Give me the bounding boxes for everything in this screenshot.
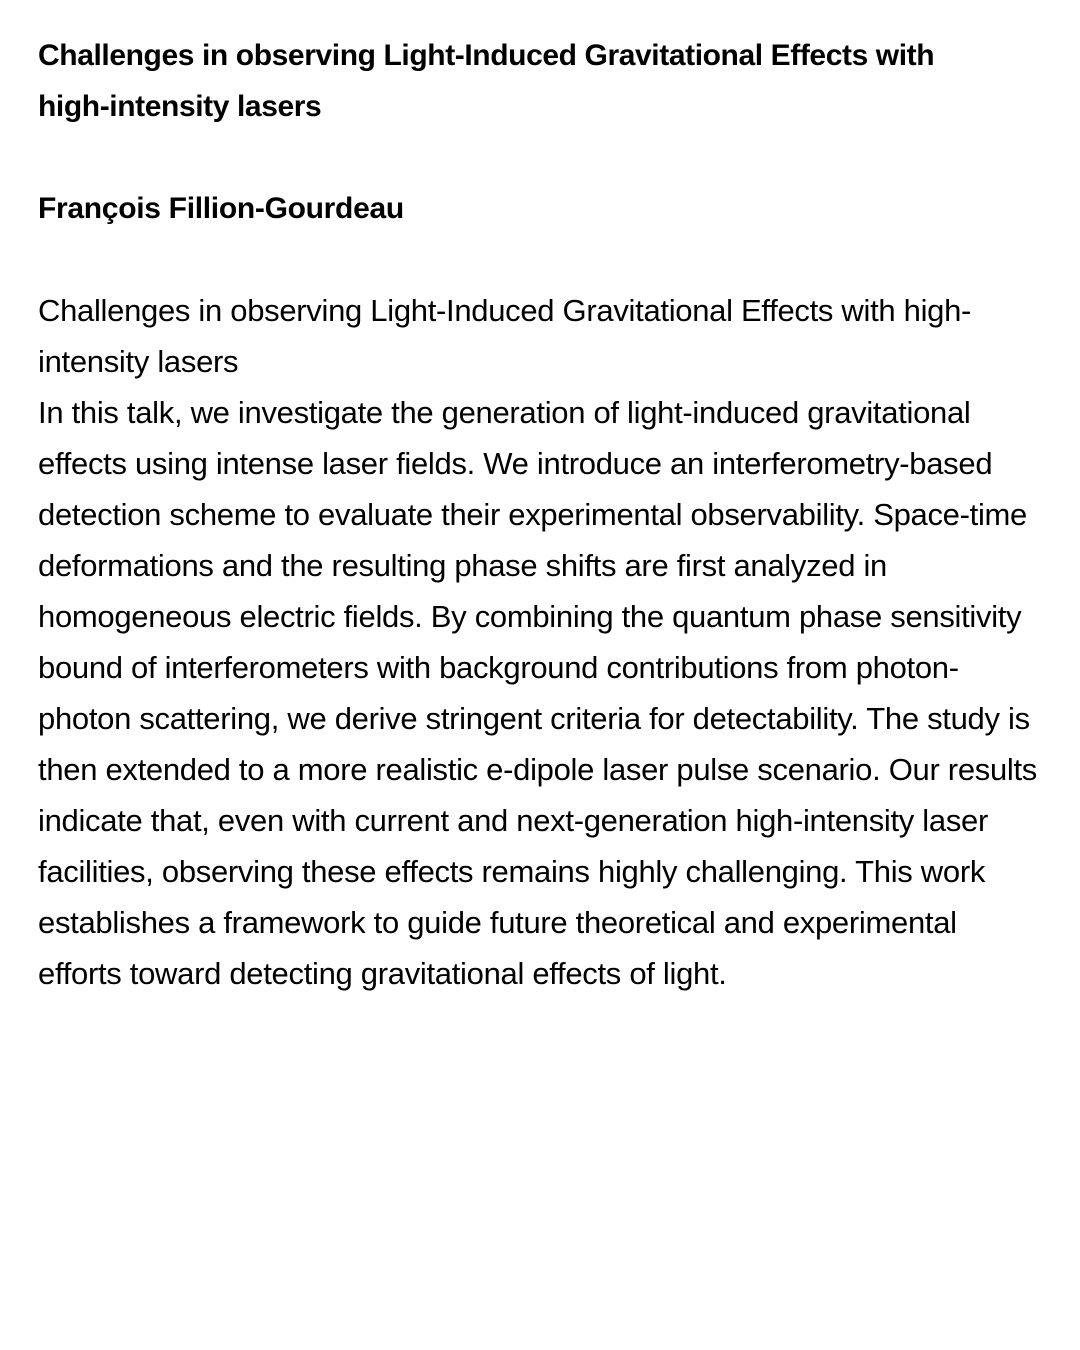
author-name: François Fillion-Gourdeau — [38, 192, 404, 225]
abstract-body: In this talk, we investigate the generation of light-induced gravitational effects using intense laser fields. We introduce an interferometry-based detection scheme to evaluate their experimental observability. Space-time deformations and the resulting phase shifts are first analyzed in homogeneous electric fields. By combining the quantum phase sensitivity bound of interferometers with background contributions from photon-photon scattering, we derive stringent criteria for detectability. The study is then extended to a more realistic e-dipole laser pulse scenario. Our results indicate that, even with current and next-generation high-intensity laser facilities, observing these effects remains highly challenging. This work establishes a framework to guide future theoretical and experimental efforts toward detecting gravitational effects of light. — [38, 395, 1038, 991]
document-title: Challenges in observing Light-Induced Gravitational Effects with high-intensity lasers — [38, 39, 935, 123]
document-page — [38, 30, 1048, 999]
abstract-title: Challenges in observing Light-Induced Gravitational Effects with high-intensity lasers — [38, 293, 972, 379]
